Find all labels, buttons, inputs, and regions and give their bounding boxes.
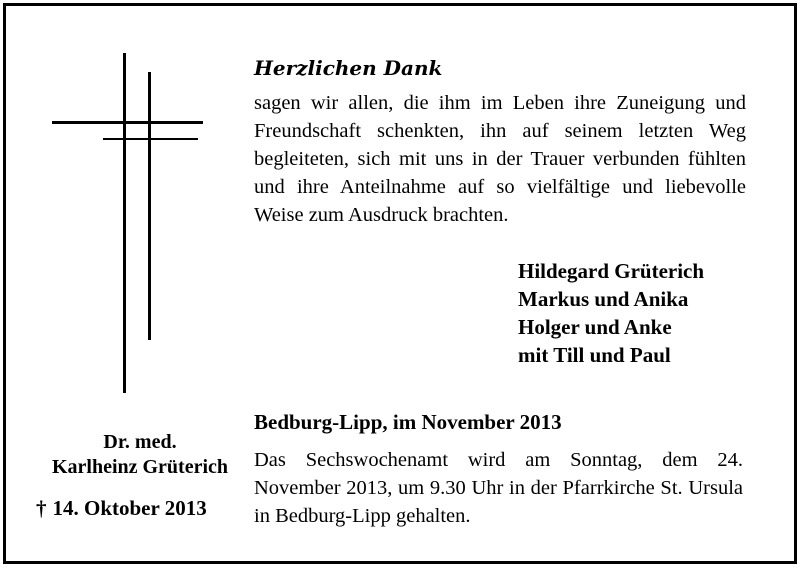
signer-name: mit Till und Paul [518, 343, 671, 367]
deceased-title: Dr. med. [103, 431, 177, 453]
signer-name: Markus und Anika [518, 287, 689, 311]
dagger-icon: † [36, 496, 47, 520]
signer-name: Holger und Anke [518, 315, 672, 339]
death-date-line [36, 494, 207, 522]
place-date-line: Bedburg-Lipp, im November 2013 [254, 410, 562, 434]
signer-name: Hildegard Grüterich [518, 259, 705, 283]
deceased-name: Karlheinz Grüterich [51, 456, 229, 478]
thanks-text: sagen wir allen, die ihm im Leben ihre Zuneigung und Freundschaft schenkten, ihn auf seinem letzten Weg begleiteten, sich mit uns in der Trauer verbunden fühlten und ihre Anteilnahme auf so vielfältige und liebevolle Weise zum Ausdruck brachten. [254, 92, 746, 226]
signer-list [518, 257, 704, 369]
death-date: 14. Oktober 2013 [52, 496, 207, 520]
notice-heading: Herzlichen Dank [254, 56, 443, 80]
deceased-name-block [30, 430, 250, 480]
service-announcement: Das Sechswochenamt wird am Sonntag, dem 24. November 2013, um 9.30 Uhr in der Pfarrkirche St. Ursula in Bedburg-Lipp gehalten. [254, 449, 743, 527]
